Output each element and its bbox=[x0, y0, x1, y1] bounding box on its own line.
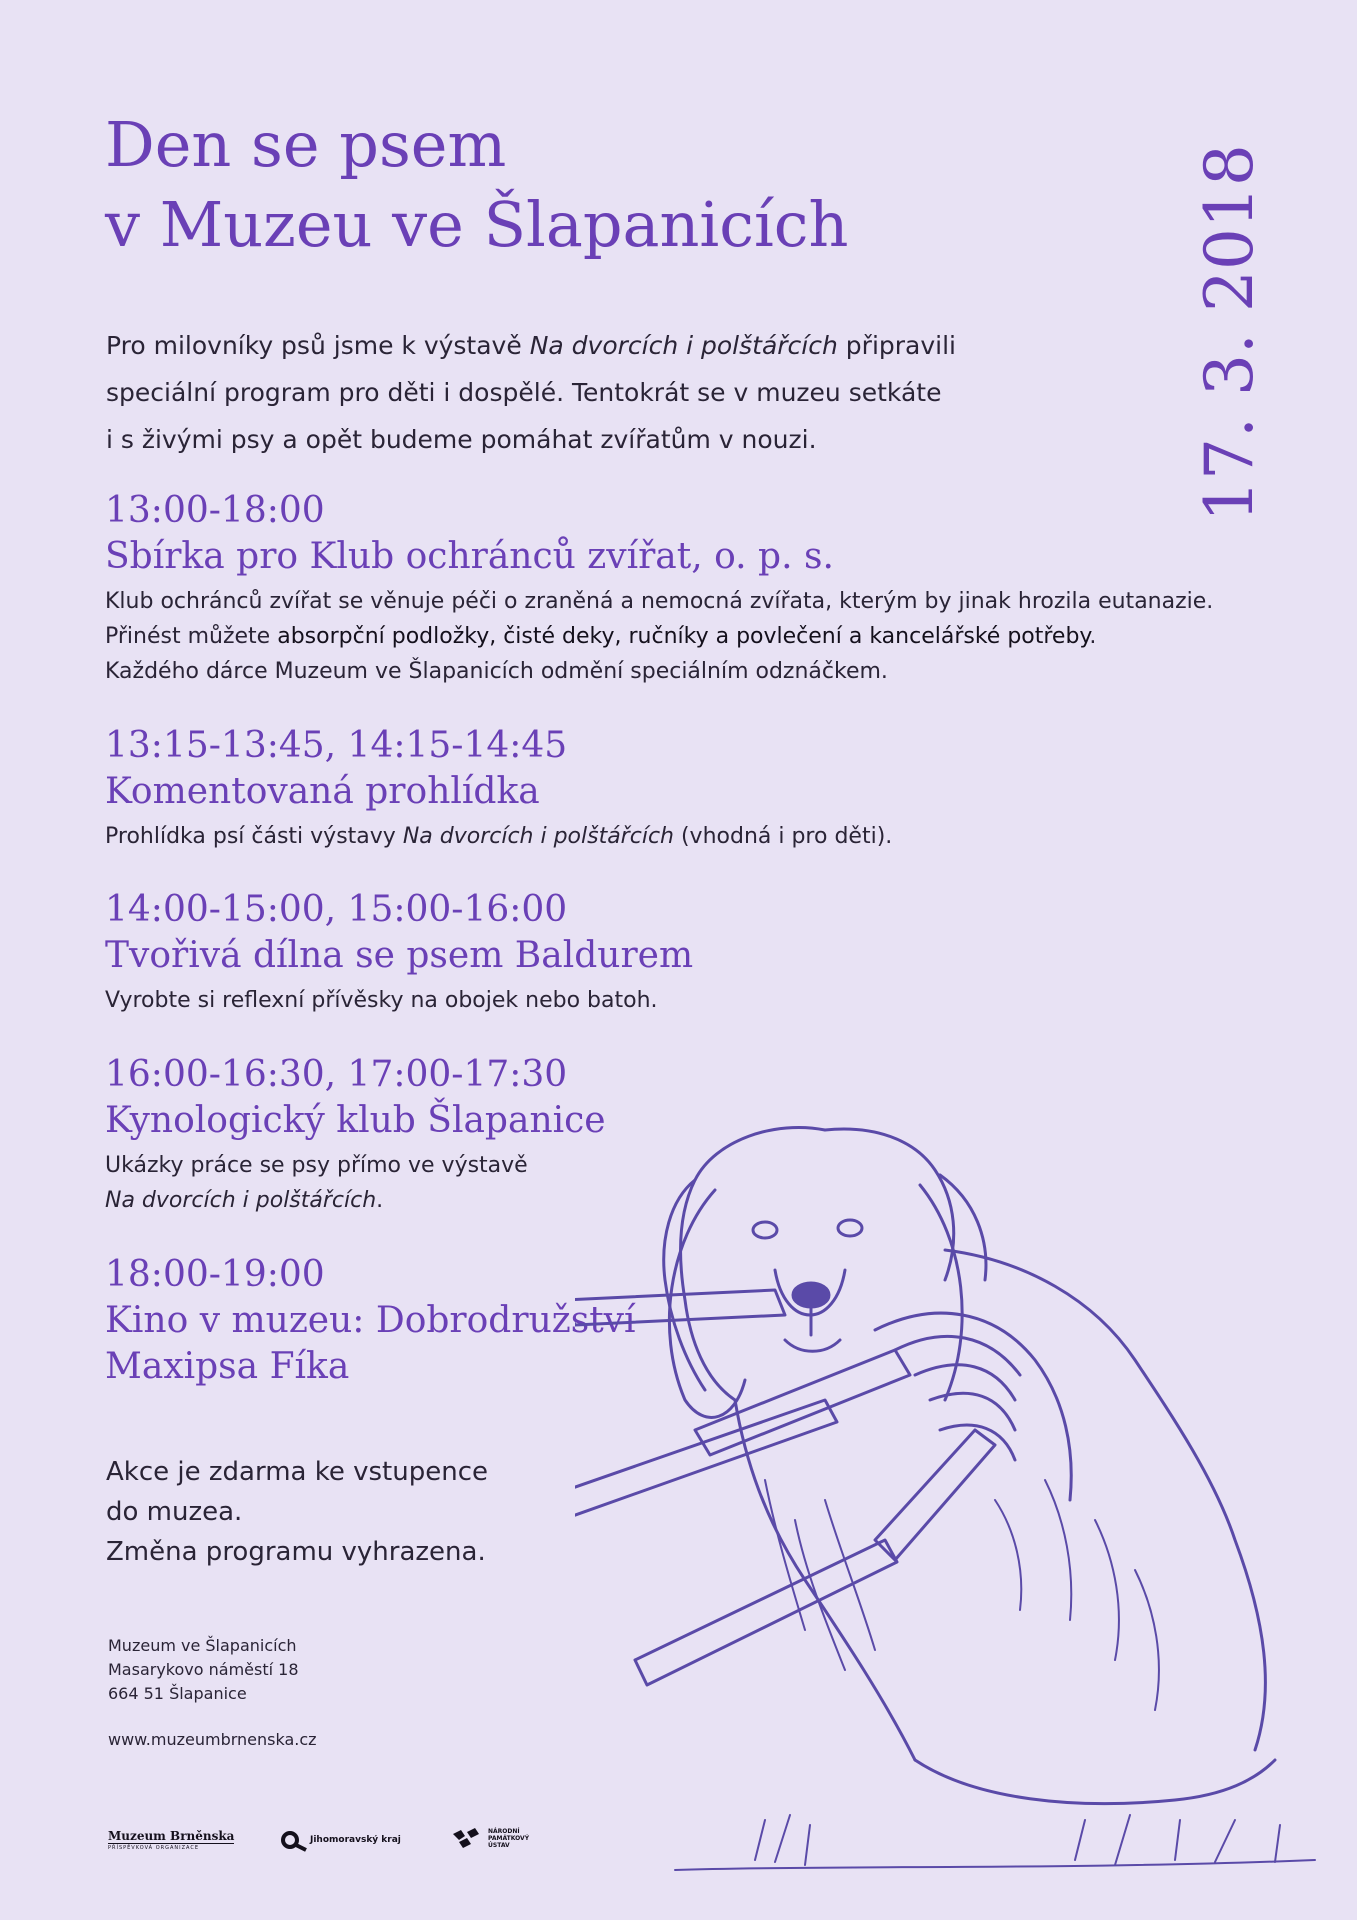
dog-head-outline bbox=[681, 1127, 825, 1400]
jihomoravsky-kraj-logo bbox=[280, 1828, 401, 1852]
logo-text-line: PAMÁTKOVÝ bbox=[488, 1834, 530, 1842]
program-description bbox=[105, 819, 1285, 854]
museum-address bbox=[108, 1634, 299, 1706]
intro-text: Pro milovníky psů jsme k výstavě bbox=[106, 331, 530, 360]
free-entry-note bbox=[106, 1452, 488, 1572]
muzeum-brnenska-logo bbox=[108, 1830, 234, 1852]
website-link[interactable]: www.muzeumbrnenska.cz bbox=[108, 1730, 317, 1749]
title-line-1: Den se psem bbox=[105, 108, 507, 181]
program-text: Přinést můžete bbox=[105, 624, 278, 649]
program-title: Sbírka pro Klub ochránců zvířat, o. p. s. bbox=[105, 536, 834, 577]
chair-leg bbox=[575, 1290, 785, 1325]
dog-with-chair-illustration bbox=[575, 1100, 1335, 1880]
note-text: Akce je zdarma ke vstupence bbox=[106, 1457, 488, 1487]
program-title: Kynologický klub Šlapanice bbox=[105, 1100, 606, 1141]
intro-text: i s živými psy a opět budeme pomáhat zvířatům v nouzi. bbox=[106, 425, 817, 454]
intro-text: speciální program pro děti i dospělé. Tentokrát se v muzeu setkáte bbox=[106, 378, 942, 407]
dog-nose bbox=[793, 1283, 829, 1307]
program-item bbox=[105, 488, 1285, 689]
title-line-2: v Muzeu ve Šlapanicích bbox=[105, 188, 849, 261]
program-text: (vhodná i pro děti). bbox=[673, 824, 893, 849]
logo-text: Jihomoravský kraj bbox=[310, 1835, 401, 1845]
program-description bbox=[105, 584, 1285, 689]
exhibit-name: Na dvorcích i polštářcích bbox=[105, 1188, 377, 1213]
street: Masarykovo náměstí 18 bbox=[108, 1660, 299, 1679]
donation-items: absorpční podložky, čisté deky, ručníky a povlečení a kancelářské potřeby bbox=[277, 624, 1090, 649]
logo-text-line: NÁRODNÍ bbox=[488, 1827, 520, 1835]
city: 664 51 Šlapanice bbox=[108, 1684, 247, 1703]
logo-text bbox=[488, 1828, 529, 1849]
program-title: Maxipsa Fíka bbox=[105, 1346, 350, 1387]
program-time: 18:00-19:00 bbox=[105, 1254, 325, 1295]
program-description: Vyrobte si reflexní přívěsky na obojek nebo batoh. bbox=[105, 988, 658, 1013]
dog-eye bbox=[753, 1222, 777, 1238]
partner-logos bbox=[108, 1824, 608, 1860]
program-item bbox=[105, 723, 1285, 854]
program-text: . bbox=[1089, 624, 1097, 649]
program-title: Komentovaná prohlídka bbox=[105, 771, 540, 812]
program-title: Kino v muzeu: Dobrodružství bbox=[105, 1300, 636, 1341]
program-time: 13:00-18:00 bbox=[105, 490, 325, 531]
program-text: . bbox=[376, 1188, 384, 1213]
page-title bbox=[105, 105, 848, 265]
program-time: 13:15-13:45, 14:15-14:45 bbox=[105, 725, 568, 766]
logo-text: Muzeum Brněnska bbox=[108, 1829, 235, 1843]
intro-text: připravili bbox=[837, 331, 956, 360]
npu-logo bbox=[451, 1824, 529, 1852]
dog-eye bbox=[838, 1220, 862, 1236]
intro-paragraph bbox=[106, 322, 1006, 463]
program-text: Ukázky práce se psy přímo ve výstavě bbox=[105, 1153, 528, 1178]
exhibit-name: Na dvorcích i polštářcích bbox=[529, 331, 838, 360]
note-text: do muzea. bbox=[106, 1497, 243, 1527]
logo-text-line: ÚSTAV bbox=[488, 1841, 510, 1849]
program-item bbox=[105, 887, 1285, 1018]
chair-leg bbox=[695, 1350, 910, 1455]
program-text: Prohlídka psí části výstavy bbox=[105, 824, 403, 849]
npu-emblem-icon bbox=[451, 1824, 485, 1852]
program-time: 14:00-15:00, 15:00-16:00 bbox=[105, 889, 568, 930]
event-date: 17. 3. 2018 bbox=[1191, 144, 1268, 522]
note-text: Změna programu vyhrazena. bbox=[106, 1537, 486, 1567]
program-text: Klub ochránců zvířat se věnuje péči o zraněná a nemocná zvířata, kterým by jinak hrozila eutanazie. bbox=[105, 589, 1214, 614]
museum-name: Muzeum ve Šlapanicích bbox=[108, 1636, 297, 1655]
exhibit-name: Na dvorcích i polštářcích bbox=[402, 824, 674, 849]
program-time: 16:00-16:30, 17:00-17:30 bbox=[105, 1054, 568, 1095]
logo-subtext: PŘÍSPĚVKOVÁ ORGANIZACE bbox=[108, 1845, 200, 1851]
program-title: Tvořivá dílna se psem Baldurem bbox=[105, 935, 694, 976]
region-emblem-icon bbox=[280, 1828, 308, 1852]
program-text: Každého dárce Muzeum ve Šlapanicích odmění speciálním odznáčkem. bbox=[105, 659, 888, 684]
chair-leg bbox=[635, 1540, 897, 1685]
